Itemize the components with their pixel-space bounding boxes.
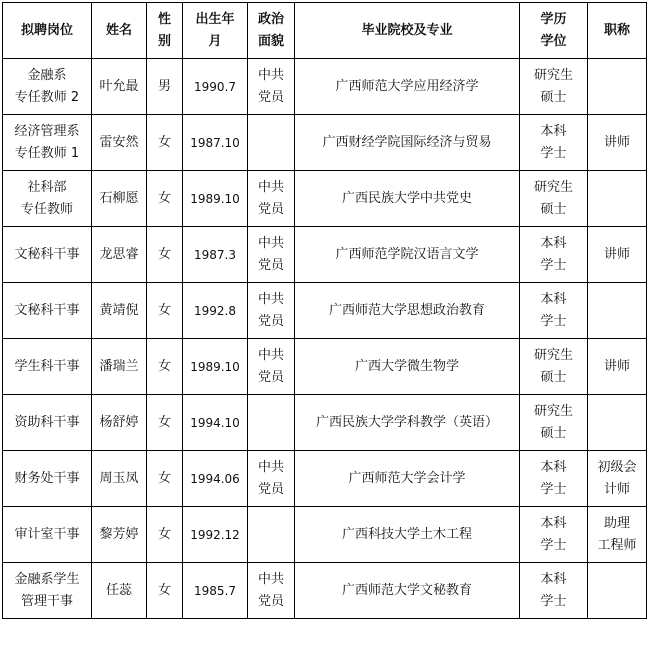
header-politics: 政治 面貌 [248,3,295,59]
cell-degree: 研究生 硕士 [520,59,588,115]
header-degree: 学历 学位 [520,3,588,59]
cell-politics: 中共 党员 [248,59,295,115]
cell-degree: 本科 学士 [520,227,588,283]
cell-school: 广西大学微生物学 [295,339,520,395]
cell-birth: 1994.06 [183,451,248,507]
table-row [3,283,647,339]
table-row [3,171,647,227]
cell-name: 雷安然 [92,115,147,171]
cell-title: 助理 工程师 [588,507,647,563]
cell-name: 任蕊 [92,563,147,619]
recruitment-table [2,2,647,619]
cell-school: 广西财经学院国际经济与贸易 [295,115,520,171]
cell-degree: 研究生 硕士 [520,395,588,451]
table-row [3,59,647,115]
header-school: 毕业院校及专业 [295,3,520,59]
cell-degree: 研究生 硕士 [520,171,588,227]
cell-school: 广西师范学院汉语言文学 [295,227,520,283]
cell-position: 文秘科干事 [3,283,92,339]
cell-title [588,563,647,619]
cell-title [588,171,647,227]
cell-position: 文秘科干事 [3,227,92,283]
header-name: 姓名 [92,3,147,59]
cell-politics [248,395,295,451]
cell-gender: 女 [147,563,183,619]
cell-title: 讲师 [588,227,647,283]
cell-birth: 1987.10 [183,115,248,171]
cell-position: 金融系 专任教师 2 [3,59,92,115]
header-title: 职称 [588,3,647,59]
cell-birth: 1992.12 [183,507,248,563]
cell-politics: 中共 党员 [248,283,295,339]
cell-birth: 1987.3 [183,227,248,283]
table-row [3,115,647,171]
header-gender: 性 别 [147,3,183,59]
cell-school: 广西科技大学土木工程 [295,507,520,563]
cell-politics: 中共 党员 [248,171,295,227]
cell-gender: 女 [147,451,183,507]
cell-name: 石柳愿 [92,171,147,227]
table-row [3,451,647,507]
table-row [3,395,647,451]
cell-politics: 中共 党员 [248,563,295,619]
cell-birth: 1989.10 [183,171,248,227]
cell-birth: 1994.10 [183,395,248,451]
table-row [3,563,647,619]
cell-gender: 女 [147,395,183,451]
cell-school: 广西师范大学会计学 [295,451,520,507]
header-position: 拟聘岗位 [3,3,92,59]
cell-name: 龙思睿 [92,227,147,283]
cell-position: 经济管理系 专任教师 1 [3,115,92,171]
cell-title [588,59,647,115]
cell-gender: 女 [147,171,183,227]
cell-title [588,283,647,339]
cell-title: 初级会 计师 [588,451,647,507]
cell-position: 资助科干事 [3,395,92,451]
cell-school: 广西民族大学中共党史 [295,171,520,227]
cell-name: 黄靖倪 [92,283,147,339]
cell-gender: 女 [147,339,183,395]
cell-name: 潘瑞兰 [92,339,147,395]
cell-position: 学生科干事 [3,339,92,395]
cell-name: 黎芳婷 [92,507,147,563]
cell-degree: 本科 学士 [520,115,588,171]
cell-gender: 男 [147,59,183,115]
cell-title [588,395,647,451]
cell-name: 周玉凤 [92,451,147,507]
cell-gender: 女 [147,115,183,171]
cell-degree: 本科 学士 [520,283,588,339]
cell-birth: 1990.7 [183,59,248,115]
cell-politics: 中共 党员 [248,339,295,395]
cell-degree: 本科 学士 [520,563,588,619]
cell-title: 讲师 [588,339,647,395]
header-birth: 出生年 月 [183,3,248,59]
cell-birth: 1989.10 [183,339,248,395]
cell-birth: 1992.8 [183,283,248,339]
cell-gender: 女 [147,227,183,283]
cell-politics [248,115,295,171]
cell-school: 广西师范大学应用经济学 [295,59,520,115]
table-row [3,507,647,563]
cell-politics [248,507,295,563]
cell-gender: 女 [147,283,183,339]
cell-position: 金融系学生 管理干事 [3,563,92,619]
cell-school: 广西师范大学文秘教育 [295,563,520,619]
cell-title: 讲师 [588,115,647,171]
cell-degree: 研究生 硕士 [520,339,588,395]
cell-politics: 中共 党员 [248,451,295,507]
cell-school: 广西民族大学学科教学（英语） [295,395,520,451]
header-row [3,3,647,59]
cell-degree: 本科 学士 [520,507,588,563]
table-body [3,59,647,619]
cell-birth: 1985.7 [183,563,248,619]
cell-degree: 本科 学士 [520,451,588,507]
cell-school: 广西师范大学思想政治教育 [295,283,520,339]
table-row [3,339,647,395]
cell-name: 叶允最 [92,59,147,115]
cell-position: 审计室干事 [3,507,92,563]
cell-politics: 中共 党员 [248,227,295,283]
table-row [3,227,647,283]
cell-gender: 女 [147,507,183,563]
cell-position: 财务处干事 [3,451,92,507]
cell-position: 社科部 专任教师 [3,171,92,227]
cell-name: 杨舒婷 [92,395,147,451]
